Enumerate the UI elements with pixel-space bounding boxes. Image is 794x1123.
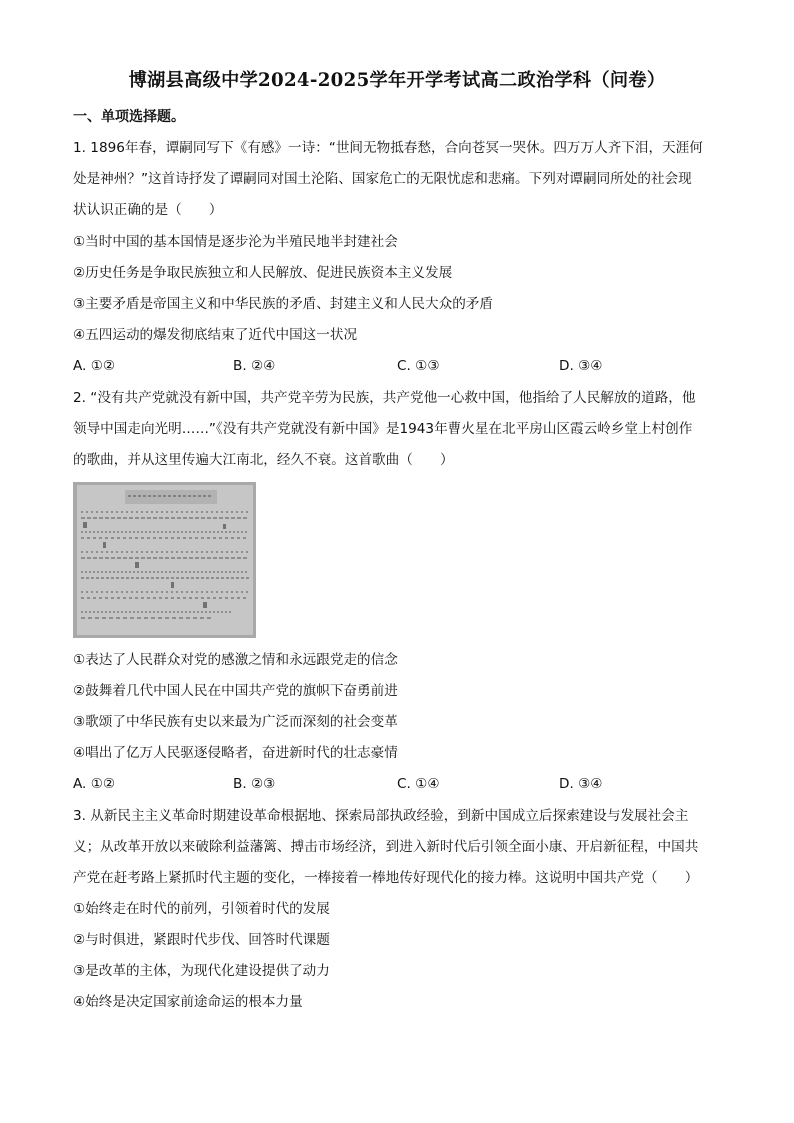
q1-option-b[interactable]: B. ②④ [233,358,276,374]
q1-statement-1: ①当时中国的基本国情是逐步沦为半殖民地半封建社会 [73,234,398,250]
q1-options [73,356,733,376]
q1-option-d[interactable]: D. ③④ [559,358,603,374]
q2-option-a[interactable]: A. ①② [73,776,116,792]
q3-stem-line-2: 义；从改革开放以来破除利益藩篱、搏击市场经济，到进入新时代后引领全面小康、开启新征程，中国共 [73,839,699,855]
q3-statement-1: ①始终走在时代的前列，引领着时代的发展 [73,901,330,917]
q2-stem-line-1: 2. “没有共产党就没有新中国，共产党辛劳为民族，共产党他一心救中国，他指给了人民解放的道路，他 [73,390,696,406]
q2-option-c[interactable]: C. ①④ [397,776,440,792]
q2-option-d[interactable]: D. ③④ [559,776,603,792]
q1-statement-2: ②历史任务是争取民族独立和人民解放、促进民族资本主义发展 [73,265,453,281]
q2-stem-line-3: 的歌曲，并从这里传遍大江南北，经久不衰。这首歌曲（ ） [73,452,454,468]
q2-option-b[interactable]: B. ②③ [233,776,276,792]
q3-stem-line-1: 3. 从新民主主义革命时期建设革命根据地、探索局部执政经验，到新中国成立后探索建设与发展社会主 [73,808,689,824]
q2-statement-2: ②鼓舞着几代中国人民在中国共产党的旗帜下奋勇前进 [73,683,398,699]
song-score-image [73,482,256,638]
q2-statement-3: ③歌颂了中华民族有史以来最为广泛而深刻的社会变革 [73,714,398,730]
q1-stem-line-3: 状认识正确的是（ ） [73,202,223,218]
q2-statement-4: ④唱出了亿万人民驱逐侵略者，奋进新时代的壮志豪情 [73,745,398,761]
exam-title: 博湖县高级中学2024-2025学年开学考试高二政治学科（问卷） [128,70,666,91]
q1-statement-4: ④五四运动的爆发彻底结束了近代中国这一状况 [73,327,358,343]
q3-statement-3: ③是改革的主体，为现代化建设提供了动力 [73,963,330,979]
q2-stem-line-2: 领导中国走向光明……”《没有共产党就没有新中国》是1943年曹火星在北平房山区霞云岭乡堂上村创作 [73,421,693,437]
q1-stem-line-2: 处是神州？”这首诗抒发了谭嗣同对国土沦陷、国家危亡的无限忧虑和悲痛。下列对谭嗣同所处的社会现 [73,171,692,187]
q1-option-c[interactable]: C. ①③ [397,358,440,374]
q2-statement-1: ①表达了人民群众对党的感激之情和永远跟党走的信念 [73,652,398,668]
q3-statement-4: ④始终是决定国家前途命运的根本力量 [73,994,303,1010]
song-score-illustration [73,482,256,638]
q3-statement-2: ②与时俱进，紧跟时代步伐、回答时代课题 [73,932,330,948]
q2-options [73,774,733,794]
section-heading: 一、单项选择题。 [73,109,185,125]
q1-stem-line-1: 1. 1896年春，谭嗣同写下《有感》一诗：“世间无物抵春愁，合向苍冥一哭休。四万万人齐下泪，天涯何 [73,140,703,156]
q1-statement-3: ③主要矛盾是帝国主义和中华民族的矛盾、封建主义和人民大众的矛盾 [73,296,493,312]
q3-stem-line-3: 产党在赶考路上紧抓时代主题的变化，一棒接着一棒地传好现代化的接力棒。这说明中国共产党（ ） [73,870,699,886]
q1-option-a[interactable]: A. ①② [73,358,116,374]
